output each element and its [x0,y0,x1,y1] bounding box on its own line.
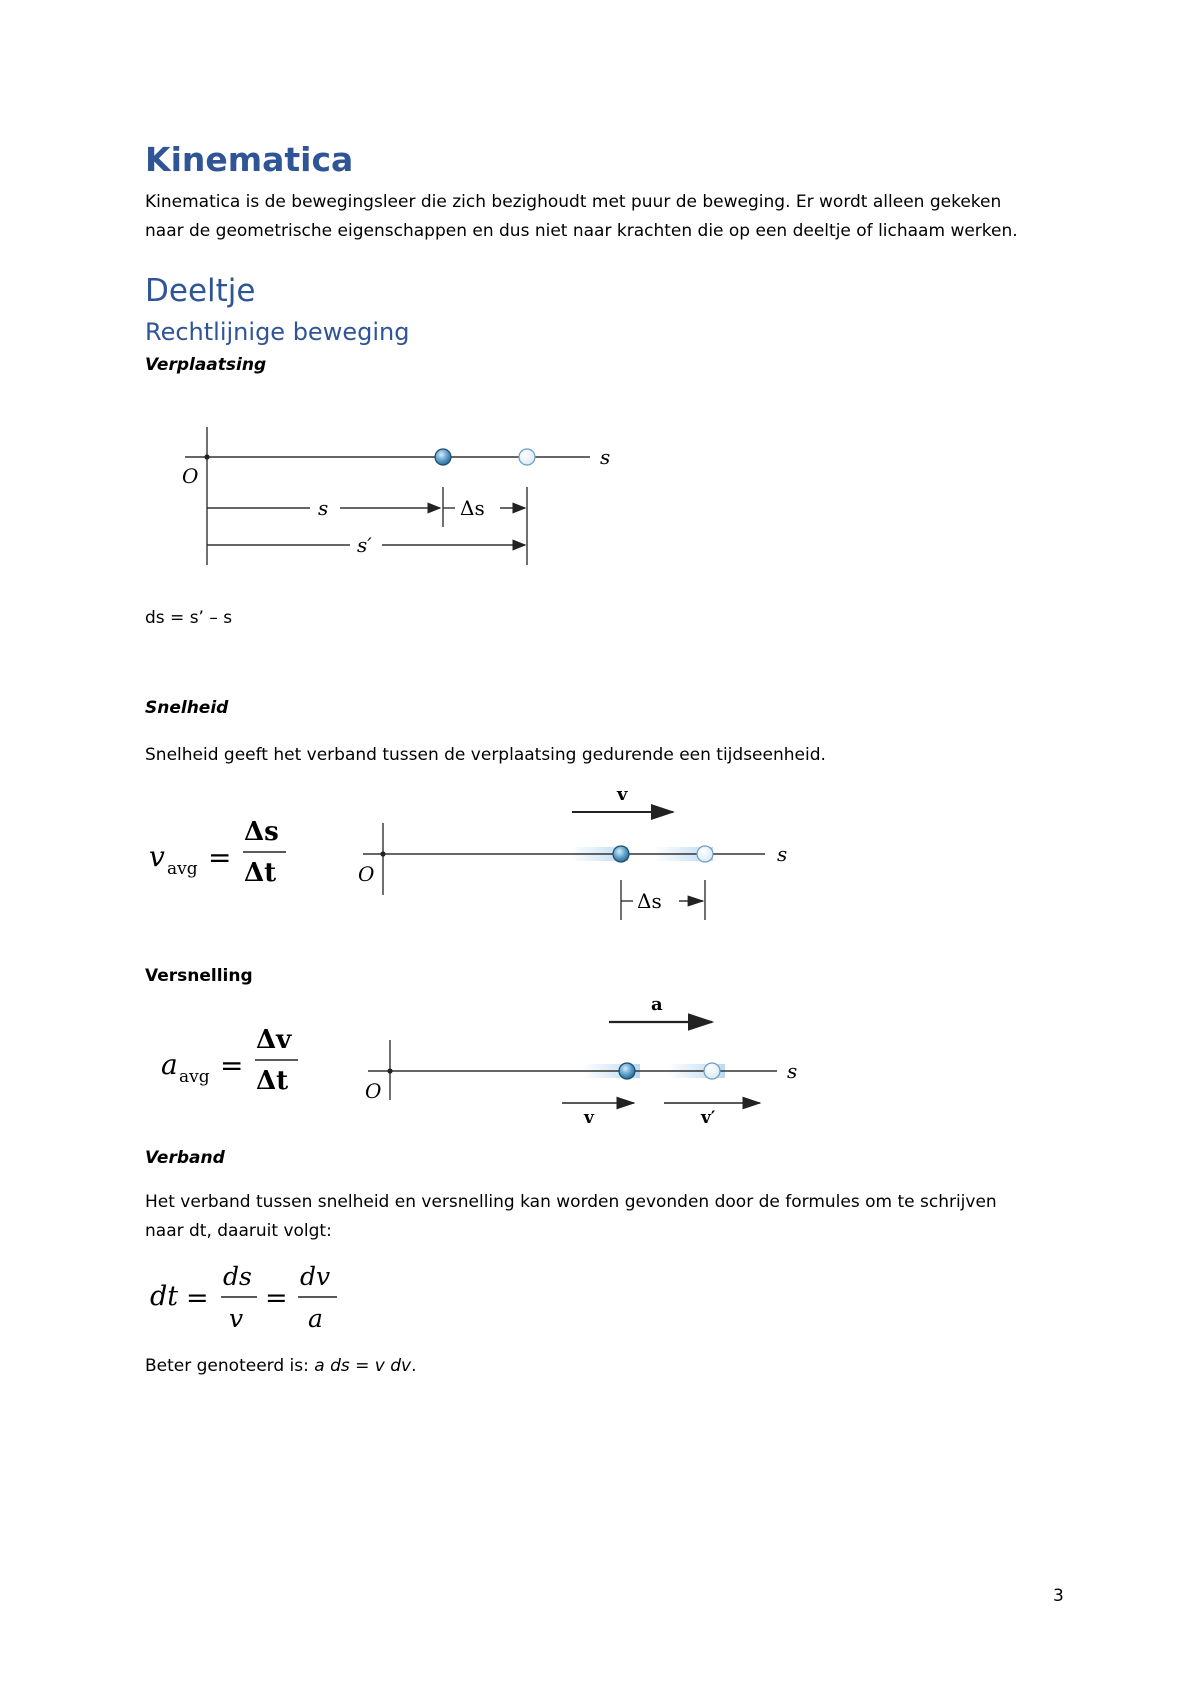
particle-position-2 [704,1063,720,1079]
subsection-heading: Rechtlijnige beweging [145,318,410,346]
displacement-diagram [170,415,630,575]
acceleration-formula-sub: avg [179,1067,210,1087]
page-title: Kinematica [145,140,354,179]
origin-dot [380,851,385,856]
delta-s-label: Δs [460,496,485,520]
particle-position-2 [519,449,535,465]
acceleration-vector-label: a [651,994,663,1015]
equals-sign-1: = [208,841,232,874]
equals-sign-2: = [220,1049,244,1082]
relation-formula-den-2: a [308,1304,323,1333]
page-number: 3 [1053,1586,1064,1606]
acceleration-heading: Versnelling [145,966,253,986]
velocity-vector-label: v [617,785,628,805]
relation-heading: Verband [145,1148,225,1168]
better-notation-formula: a ds = v dv [314,1356,412,1376]
acceleration-diagram [362,990,802,1130]
better-notation-suffix: . [411,1356,417,1376]
displacement-formula: ds = s’ – s [145,608,233,628]
origin-label: O [358,862,375,886]
acceleration-formula-den: Δt [256,1066,289,1096]
origin-dot [387,1068,392,1073]
axis-label: s [777,842,788,866]
s-label: s [318,496,329,520]
relation-formula [145,1255,345,1345]
velocity-formula [145,810,305,895]
equals-sign-4: = [265,1283,288,1314]
intro-line-2: naar de geometrische eigenschappen en dus niet naar krachten die op een deeltje of lichaam werken. [145,221,1018,241]
acceleration-formula [145,1018,315,1103]
better-notation-prefix: Beter genoteerd is: [145,1356,315,1376]
relation-formula-den-1: v [229,1304,244,1333]
particle-position-1 [435,449,451,465]
displacement-heading: Verplaatsing [145,355,267,375]
origin-dot [204,454,209,459]
section-heading: Deeltje [145,273,256,309]
delta-s-label: Δs [637,889,662,913]
velocity-formula-lhs: v [149,840,165,873]
velocity-formula-den: Δt [244,858,277,888]
velocity-label-2: v′ [701,1108,716,1128]
velocity-text: Snelheid geeft het verband tussen de verplaatsing gedurende een tijdseenheid. [145,745,826,765]
origin-label: O [182,464,199,488]
velocity-formula-num: Δs [244,817,279,847]
relation-formula-lhs: dt [150,1281,179,1312]
particle-position-1 [613,846,629,862]
relation-formula-num-2: dv [300,1262,331,1291]
velocity-heading: Snelheid [145,698,229,718]
relation-text-line-2: naar dt, daaruit volgt: [145,1221,332,1241]
velocity-label-1: v [584,1108,594,1128]
relation-text-line-1: Het verband tussen snelheid en versnelling kan worden gevonden door de formules om te schrijven [145,1192,997,1212]
better-notation-line [145,1356,417,1376]
origin-label: O [365,1079,382,1103]
axis-label: s [600,445,611,469]
particle-position-2 [697,846,713,862]
intro-line-1: Kinematica is de bewegingsleer die zich bezighoudt met puur de beweging. Er wordt alleen gekeken [145,192,1002,212]
acceleration-formula-num: Δv [256,1025,292,1055]
acceleration-formula-lhs: a [161,1048,178,1081]
particle-position-1 [619,1063,635,1079]
velocity-diagram [355,785,795,925]
s-prime-label: s′ [357,533,372,557]
relation-formula-num-1: ds [223,1262,252,1291]
equals-sign-3: = [186,1283,209,1314]
axis-label: s [787,1059,798,1083]
velocity-formula-sub: avg [167,859,198,879]
